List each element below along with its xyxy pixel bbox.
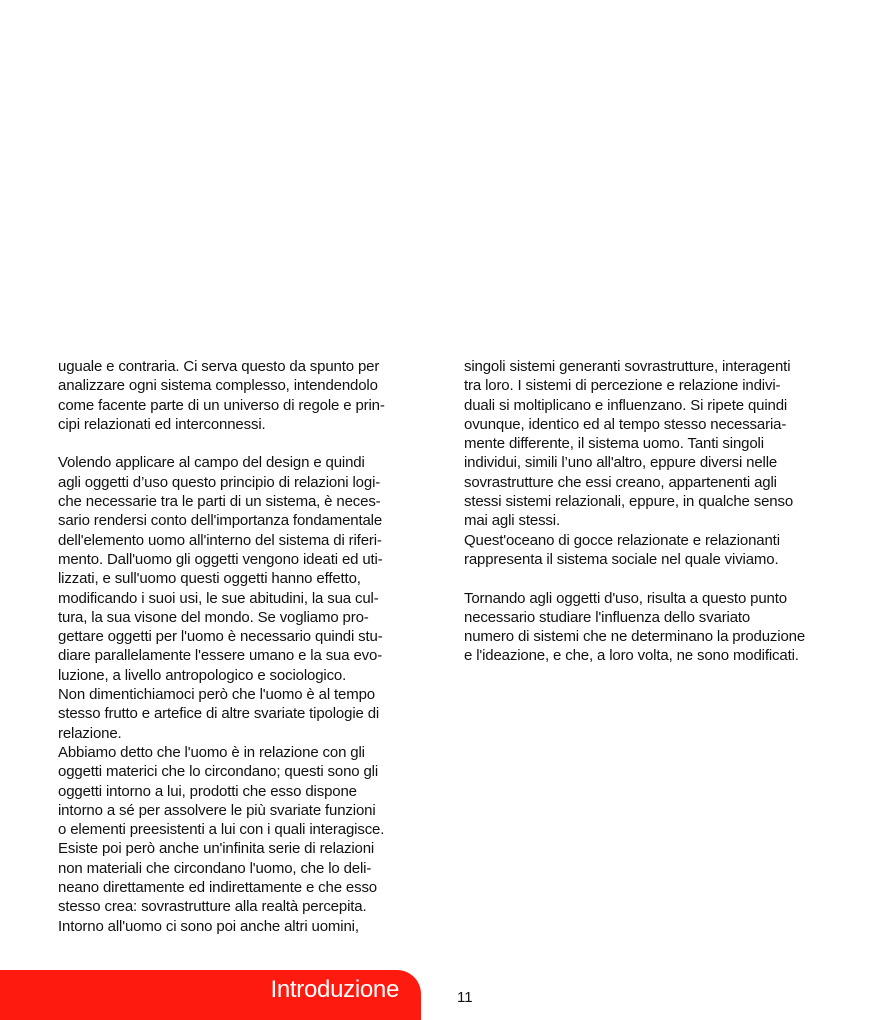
- text-line: neano direttamente ed indirettamente e che esso: [58, 879, 377, 897]
- text-line: dell'elemento uomo all'interno del sistema di riferi-: [58, 531, 382, 549]
- text-line: Intorno all'uomo ci sono poi anche altri uomini,: [58, 917, 359, 935]
- text-line: Non dimentichiamoci però che l'uomo è al tempo: [58, 686, 375, 704]
- text-line: non materiali che circondano l'uomo, che lo deli-: [58, 859, 372, 877]
- text-line: agli oggetti d’uso questo principio di relazioni logi-: [58, 473, 381, 491]
- text-line: o elementi preesistenti a lui con i quali interagisce.: [58, 821, 385, 839]
- text-line: come facente parte di un universo di regole e prin-: [58, 396, 385, 414]
- text-line: ovunque, identico ed al tempo stesso necessaria-: [464, 415, 787, 433]
- text-line: cipi relazionati ed interconnessi.: [58, 415, 266, 433]
- text-line: Abbiamo detto che l'uomo è in relazione con gli: [58, 743, 365, 761]
- text-line: relazione.: [58, 724, 122, 742]
- text-line: oggetti intorno a lui, prodotti che esso dispone: [58, 782, 357, 800]
- text-line: rappresenta il sistema sociale nel quale viviamo.: [464, 550, 779, 568]
- text-line: Esiste poi però anche un'infinita serie di relazioni: [58, 840, 375, 858]
- text-line: Tornando agli oggetti d'uso, risulta a questo punto: [464, 589, 787, 607]
- right-text-column: [464, 357, 836, 666]
- text-line: mento. Dall'uomo gli oggetti vengono ideati ed uti-: [58, 550, 383, 568]
- section-title: Introduzione: [270, 976, 399, 1003]
- paragraph-spacer: [464, 569, 836, 588]
- text-line: gettare oggetti per l'uomo è necessario quindi stu-: [58, 628, 383, 646]
- text-line: stesso frutto e artefice di altre svariate tipologie di: [58, 705, 380, 723]
- text-line: mente differente, il sistema uomo. Tanti singoli: [464, 435, 764, 453]
- text-line: modificando i suoi usi, le sue abitudini, la sua cul-: [58, 589, 379, 607]
- paragraph-3: [464, 357, 836, 569]
- paragraph-1: [58, 357, 426, 434]
- text-line: intorno a sé per assolvere le più svariate funzioni: [58, 801, 376, 819]
- text-line: uguale e contraria. Ci serva questo da spunto per: [58, 358, 380, 375]
- text-line: Quest'oceano di gocce relazionate e relazionanti: [464, 531, 780, 549]
- text-line: che necessarie tra le parti di un sistema, è neces-: [58, 493, 381, 511]
- section-tab: [0, 970, 421, 1020]
- text-line: numero di sistemi che ne determinano la produzione: [464, 628, 806, 646]
- text-line: individui, simili l’uno all'altro, eppure diversi nelle: [464, 454, 778, 472]
- text-line: duali si moltiplicano e influenzano. Si ripete quindi: [464, 396, 788, 414]
- page-number: 11: [457, 989, 473, 1006]
- text-line: e l'ideazione, e che, a loro volta, ne sono modificati.: [464, 647, 799, 665]
- text-line: stesso crea: sovrastrutture alla realtà percepita.: [58, 898, 367, 916]
- text-line: analizzare ogni sistema complesso, intendendolo: [58, 377, 378, 395]
- left-text-column: [58, 357, 426, 936]
- text-line: oggetti materici che lo circondano; questi sono gli: [58, 763, 379, 781]
- text-line: lizzati, e sull'uomo questi oggetti hanno effetto,: [58, 570, 361, 588]
- text-line: necessario studiare l'influenza dello svariato: [464, 608, 751, 626]
- text-line: Volendo applicare al campo del design e quindi: [58, 454, 365, 472]
- paragraph-2: [58, 453, 426, 935]
- text-line: mai agli stessi.: [464, 512, 560, 530]
- text-line: tura, la sua visone del mondo. Se vogliamo pro-: [58, 608, 369, 626]
- text-line: sovrastrutture che essi creano, appartenenti agli: [464, 473, 777, 491]
- text-line: tra loro. I sistemi di percezione e relazione indivi-: [464, 377, 781, 395]
- text-line: luzione, a livello antropologico e sociologico.: [58, 666, 347, 684]
- text-line: stessi sistemi relazionali, eppure, in qualche senso: [464, 493, 794, 511]
- paragraph-spacer: [58, 434, 426, 453]
- text-line: sario rendersi conto dell'importanza fondamentale: [58, 512, 383, 530]
- text-line: singoli sistemi generanti sovrastrutture, interagenti: [464, 358, 791, 375]
- paragraph-4: [464, 589, 836, 666]
- text-line: diare parallelamente l'essere umano e la sua evo-: [58, 647, 383, 665]
